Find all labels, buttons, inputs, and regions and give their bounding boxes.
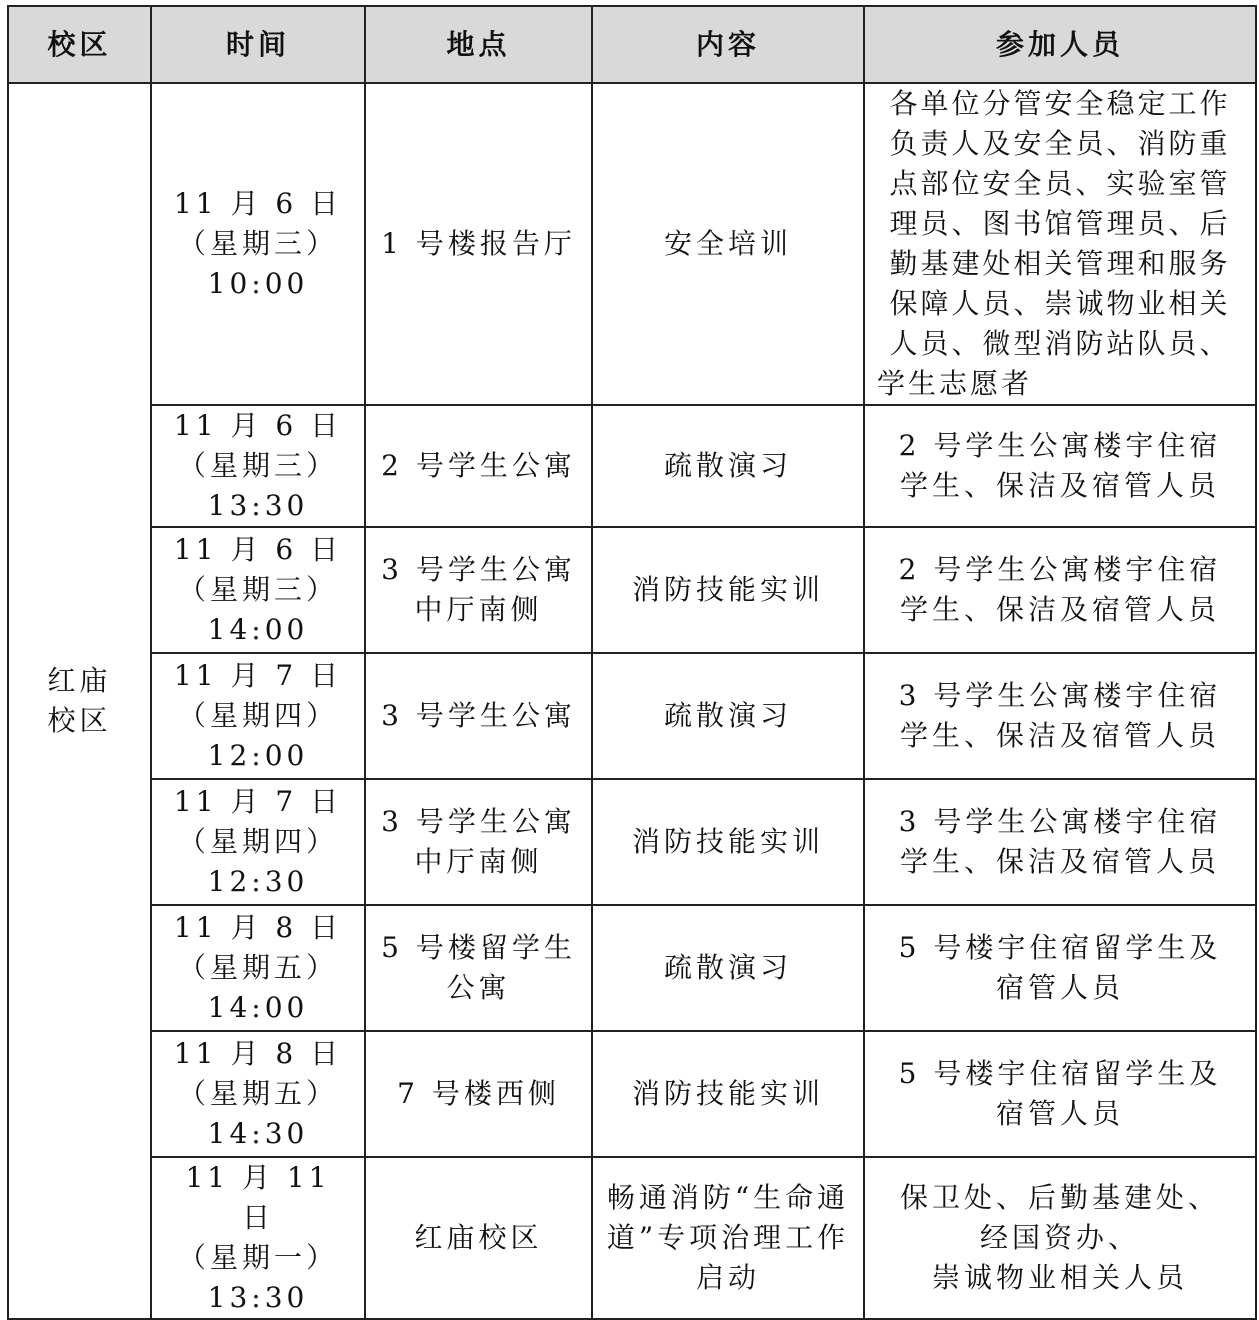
place-cell: 红庙校区 [365,1157,592,1319]
time-cell: 11 月 6 日 （星期三） 10:00 [151,83,365,405]
place-cell: 5 号楼留学生 公寓 [365,905,592,1031]
participants-cell: 2 号学生公寓楼宇住宿 学生、保洁及宿管人员 [864,527,1256,653]
table-row [8,405,1256,527]
table-row [8,1031,1256,1157]
participants-cell: 3 号学生公寓楼宇住宿 学生、保洁及宿管人员 [864,779,1256,905]
participants-cell: 3 号学生公寓楼宇住宿 学生、保洁及宿管人员 [864,653,1256,779]
time-cell: 11 月 8 日 （星期五） 14:00 [151,905,365,1031]
content-cell: 疏散演习 [592,905,864,1031]
header-time: 时间 [151,6,365,83]
participants-cell: 2 号学生公寓楼宇住宿 学生、保洁及宿管人员 [864,405,1256,527]
time-cell: 11 月 7 日 （星期四） 12:00 [151,653,365,779]
content-cell: 安全培训 [592,83,864,405]
content-cell: 消防技能实训 [592,527,864,653]
table-row [8,779,1256,905]
schedule-table [7,5,1257,1320]
content-cell: 消防技能实训 [592,1031,864,1157]
participants-cell: 保卫处、后勤基建处、 经国资办、 崇诚物业相关人员 [864,1157,1256,1319]
header-row [8,6,1256,83]
header-place: 地点 [365,6,592,83]
header-campus: 校区 [8,6,151,83]
content-cell: 疏散演习 [592,653,864,779]
content-cell: 畅通消防“生命通 道”专项治理工作 启动 [592,1157,864,1319]
header-participants: 参加人员 [864,6,1256,83]
place-cell: 1 号楼报告厅 [365,83,592,405]
content-cell: 疏散演习 [592,405,864,527]
table-row [8,905,1256,1031]
time-cell: 11 月 6 日 （星期三） 14:00 [151,527,365,653]
table-row [8,83,1256,405]
participants-cell: 5 号楼宇住宿留学生及 宿管人员 [864,905,1256,1031]
table-row [8,1157,1256,1319]
time-cell: 11 月 6 日 （星期三） 13:30 [151,405,365,527]
table-row [8,527,1256,653]
place-cell: 3 号学生公寓 中厅南侧 [365,779,592,905]
place-cell: 2 号学生公寓 [365,405,592,527]
place-cell: 7 号楼西侧 [365,1031,592,1157]
place-cell: 3 号学生公寓 [365,653,592,779]
header-content: 内容 [592,6,864,83]
time-cell: 11 月 11 日 （星期一） 13:30 [151,1157,365,1319]
time-cell: 11 月 7 日 （星期四） 12:30 [151,779,365,905]
participants-cell: 5 号楼宇住宿留学生及 宿管人员 [864,1031,1256,1157]
participants-cell: 各单位分管安全稳定工作负责人及安全员、消防重点部位安全员、实验室管理员、图书馆管理员、后勤基建处相关管理和服务保障人员、崇诚物业相关人员、微型消防站队员、学生志愿者 [864,83,1256,405]
content-cell: 消防技能实训 [592,779,864,905]
time-cell: 11 月 8 日 （星期五） 14:30 [151,1031,365,1157]
place-cell: 3 号学生公寓 中厅南侧 [365,527,592,653]
campus-cell: 红庙 校区 [8,83,151,1319]
table-row [8,653,1256,779]
